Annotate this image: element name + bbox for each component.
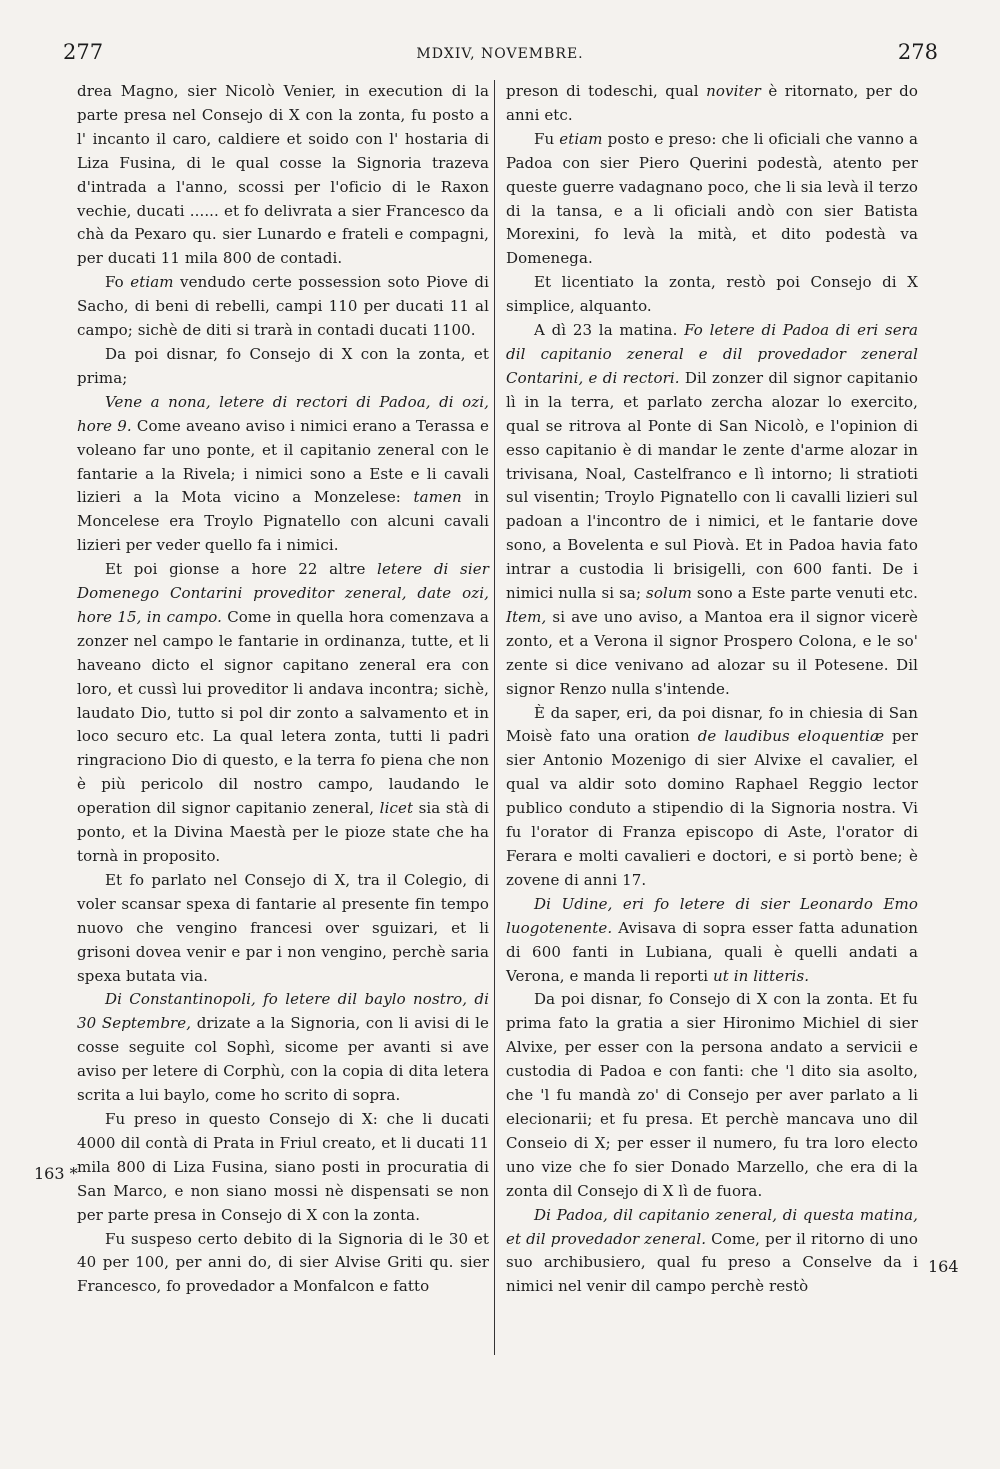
paragraph <box>77 271 489 343</box>
text-run: drea Magno, sier Nicolò Venier, in execution di la parte presa nel Consejo di X con la zonta, fu posto a l' incanto il caro, caldiere et soido con l' hostaria di Liza Fusina, di le qual cosse la Signoria trazeva d'intrada a l'anno, scossi per l'oficio di le Raxon vechie, ducati ...... et fo delivrata a sier Francesco da chà da Pexaro qu. sier Lunardo e frateli e compagni, per ducati 11 mila 800 de contadi. <box>77 82 489 268</box>
paragraph <box>77 391 489 558</box>
italic-text: letere di sier Domenego Contarini proveditor zeneral, date ozi, hore 15, in campo. <box>77 560 489 626</box>
italic-text: Vene a nona, letere di rectori di Padoa, di ozi, hore 9. <box>77 392 489 435</box>
paragraph <box>77 1228 489 1300</box>
page-number-right: 278 <box>897 40 938 64</box>
paragraph <box>77 869 489 989</box>
italic-text: de laudibus eloquentiæ <box>697 727 885 746</box>
italic-text: ut in litteris. <box>712 966 810 985</box>
text-run: Et poi gionse a hore 22 altre <box>105 560 378 579</box>
text-run: sono a Este parte venuti etc. <box>691 584 918 603</box>
left-column <box>77 80 489 1299</box>
text-run: Fu preso in questo Consejo di X: che li ducati 4000 dil contà di Prata in Friul creato, et li ducati 11 mila 800 di Liza Fusina, siano posti in procuratia di San Marco, e non siano mossi nè dispensati se non per parte presa in Consejo di X con la zonta. <box>77 1109 489 1224</box>
text-run: È da saper, eri, da poi disnar, fo in chiesia di San Moisè fato una oration <box>506 703 918 746</box>
paragraph <box>77 343 489 391</box>
right-column <box>506 80 918 1299</box>
text-run: in Moncelese era Troylo Pignatello con alcuni cavali lizieri per veder quello fa i nimici. <box>77 488 489 555</box>
page-number-left: 277 <box>63 40 104 64</box>
italic-text: etiam <box>130 273 174 292</box>
running-title: MDXIV, NOVEMBRE. <box>416 46 584 62</box>
page-header <box>0 40 1000 70</box>
text-run: A dì 23 la matina. <box>534 321 685 340</box>
text-run: sia stà di ponto, et la Divina Maestà per le pioze state che ha tornà in proposito. <box>77 799 489 865</box>
text-run: Dil zonzer dil signor capitanio lì in la terra, et parlato zercha alozar lo exercito, qual se ritrova al Ponte di San Nicolò, e l'opinion di esso capitanio è di mandar le zente d'arme alozar in trivisana, Noal, Castelfranco e lì intorno; li stratioti sul visentin; Troylo Pignatello con li cavalli lizieri sul padoan a l'incontro de i nimici, et le fantarie dove sono, a Bovelenta e sul Piovà. Et in Padoa havia fato intrar a custodia li brisigelli, con 600 fanti. De i nimici nulla si sa; <box>506 368 918 603</box>
paragraph <box>506 319 918 702</box>
text-run: Et fo parlato nel Consejo di X, tra il Colegio, di voler scansar spexa di fantarie al presente fin tempo nuovo che vengino francesi over sguizari, et li grisoni dovea venir e par i non vengino, perchè saria spexa butata via. <box>77 870 489 985</box>
paragraph <box>77 558 489 869</box>
text-run: Fu suspeso certo debito di la Signoria di le 30 et 40 per 100, per anni do, di sier Alvise Griti qu. sier Francesco, fo provedador a Monfalcon e fatto <box>77 1229 489 1296</box>
text-run: è ritornato, per do anni etc. <box>506 82 918 124</box>
margin-note-left: 163 * <box>34 1164 78 1183</box>
text-run: Da poi disnar, fo Consejo di X con la zonta. Et fu prima fato la gratia a sier Hironimo Michiel di sier Alvixe, per esser con la persona andato a servicii e custodia di Padoa e con fanti: che 'l dito sia asolto, che 'l fu mandà zo' di Consejo per aver parlato a li elecionarii; et fu presa. Et perchè mancava uno dil Conseio di X; per esser il numero, fu tra loro electo uno vize che fo sier Donado Marzello, che era di la zonta dil Consejo di X lì de fuora. <box>506 990 918 1200</box>
italic-text: tamen <box>413 488 462 507</box>
margin-note-right: 164 <box>928 1257 959 1276</box>
text-run: drizate a la Signoria, con li avisi di le cosse seguite col Sophì, sicome per avanti si ave aviso per letere di Corphù, con la copia di dita letera scrita a lui baylo, come ho scrito di sopra. <box>77 1014 489 1105</box>
paragraph <box>506 80 918 128</box>
italic-text: licet <box>379 799 414 818</box>
text-run: per sier Antonio Mozenigo di sier Alvixe el cavalier, el qual va aldir soto domino Raphael Reggio lector publico conduto a stipendio di la Signoria nostra. Vi fu l'orator di Franza episcopo di Aste, l'orator di Ferara e molti cavalieri e doctori, e si portò bene; è zovene di anni 17. <box>506 727 918 889</box>
text-run: Fo <box>105 273 131 292</box>
text-run: vendudo certe possession soto Piove di Sacho, di beni di rebelli, campi 110 per ducati 11 al campo; sichè de diti si trarà in contadi ducati 1100. <box>77 273 489 340</box>
italic-text: Di Constantinopoli, fo letere dil baylo nostro, di 30 Septembre, <box>77 990 489 1033</box>
italic-text: Fo letere di Padoa di eri sera dil capitanio zeneral e dil provedador zeneral Contarini, e di rectori. <box>506 321 918 387</box>
italic-text: solum <box>646 584 692 603</box>
text-run: Et licentiato la zonta, restò poi Consejo di X simplice, alquanto. <box>506 273 918 316</box>
italic-text: Di Padoa, dil capitanio zeneral, di questa matina, et dil provedador zeneral. <box>506 1205 918 1248</box>
paragraph <box>506 1204 918 1300</box>
text-run: Da poi disnar, fo Consejo di X con la zonta, et prima; <box>77 344 489 387</box>
text-run: si ave uno aviso, a Mantoa era il signor vicerè zonto, et a Verona il signor Prospero Colona, e le so' zente si dice venivano ad alozar su il Potesene. Dil signor Renzo nulla s'intende. <box>506 607 918 698</box>
paragraph <box>506 702 918 893</box>
text-run: Fu <box>534 129 560 148</box>
text-run: posto e preso: che li oficiali che vanno a Padoa con sier Piero Querini podestà, atento per queste guerre vadagnano poco, che li sia levà il terzo di la tansa, e a li oficiali andò con sier Batista Morexini, fo levà la mità, et dito podestà va Domenega. <box>506 129 918 268</box>
text-run: preson di todeschi, qual <box>506 82 707 100</box>
italic-text: noviter <box>706 82 761 100</box>
text-run: Come in quella hora comenzava a zonzer nel campo le fantarie in ordinanza, tutte, et li haveano dicto el signor capitano zeneral era con loro, et cussì lui proveditor li andava incontra; sichè, laudato Dio, tutto si pol dir zonto a salvamento et in loco securo etc. La qual letera zonta, tutti li padri ringraciono Dio di questo, e la terra fo piena che non è più pericolo dil nostro campo, laudando le operation dil signor capitanio zeneral, <box>77 607 489 818</box>
paragraph <box>506 893 918 989</box>
paragraph <box>77 988 489 1108</box>
paragraph <box>506 988 918 1203</box>
italic-text: etiam <box>559 129 603 148</box>
text-run: Come, per il ritorno di uno suo archibusiero, qual fu preso a Conselve da i nimici nel venir dil campo perchè restò <box>506 1229 918 1296</box>
paragraph <box>77 1108 489 1228</box>
text-run: Avisava di sopra esser fatta adunation di 600 fanti in Lubiana, quali è quelli andati a Verona, e manda li reporti <box>506 918 918 985</box>
italic-text: Item, <box>506 607 547 626</box>
paragraph <box>77 80 489 271</box>
column-divider <box>494 80 495 1355</box>
paragraph <box>506 128 918 271</box>
paragraph <box>506 271 918 319</box>
text-run: Come aveano aviso i nimici erano a Terassa e voleano far uno ponte, et il capitanio zeneral con le fantarie a la Rivela; i nimici sono a Este e li cavali lizieri a la Mota vicino a Monzelese: <box>77 416 489 507</box>
italic-text: Di Udine, eri fo letere di sier Leonardo Emo luogotenente. <box>506 894 918 937</box>
